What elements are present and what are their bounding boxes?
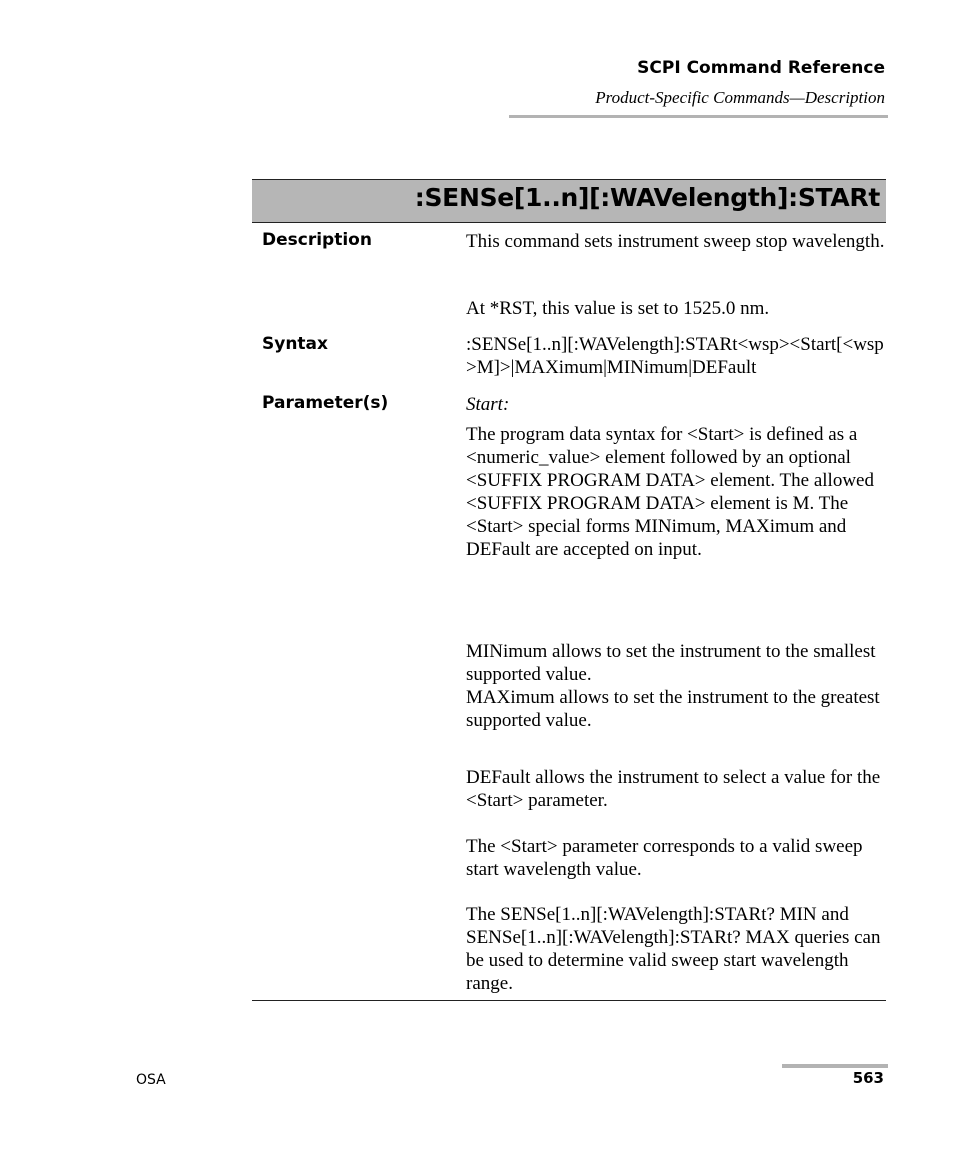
parameters-label: Parameter(s) (262, 393, 389, 413)
header-title: SCPI Command Reference (637, 58, 885, 78)
parameter-paragraph-1: The program data syntax for <Start> is defined as a <numeric_value> element followed by an optional <SUFFIX PROGRAM DATA> element. The allowed <SUFFIX PROGRAM DATA> element is M. The <Start> special forms MINimum, MAXimum and DEFault are accepted on input. (466, 424, 874, 560)
header-divider (509, 115, 888, 118)
command-title-bar (252, 179, 886, 223)
parameter-paragraph-4: DEFault allows the instrument to select a value for the <Start> parameter. (466, 767, 881, 811)
parameter-paragraph-3: MAXimum allows to set the instrument to the greatest supported value. (466, 687, 880, 731)
command-title: :SENSe[1..n][:WAVelength]:STARt (414, 183, 880, 212)
page-number: 563 (852, 1069, 884, 1087)
description-label: Description (262, 230, 372, 250)
header-subtitle: Product-Specific Commands—Description (595, 88, 885, 107)
syntax-text: :SENSe[1..n][:WAVelength]:STARt<wsp><Start[<wsp>M]>|MAXimum|MINimum|DEFault (466, 334, 884, 378)
table-bottom-rule (252, 1000, 886, 1001)
description-paragraph-2: At *RST, this value is set to 1525.0 nm. (466, 298, 770, 319)
parameter-paragraph-5: The <Start> parameter corresponds to a valid sweep start wavelength value. (466, 836, 863, 880)
syntax-label: Syntax (262, 334, 328, 354)
parameter-paragraph-2: MINimum allows to set the instrument to the smallest supported value. (466, 641, 876, 685)
description-paragraph-1: This command sets instrument sweep stop wavelength. (466, 231, 885, 252)
footer-product: OSA (136, 1072, 166, 1088)
footer-divider (782, 1064, 888, 1068)
parameter-name: Start: (466, 394, 510, 415)
parameter-paragraph-6: The SENSe[1..n][:WAVelength]:STARt? MIN and SENSe[1..n][:WAVelength]:STARt? MAX queries can be used to determine valid sweep start wavelength range. (466, 904, 881, 994)
